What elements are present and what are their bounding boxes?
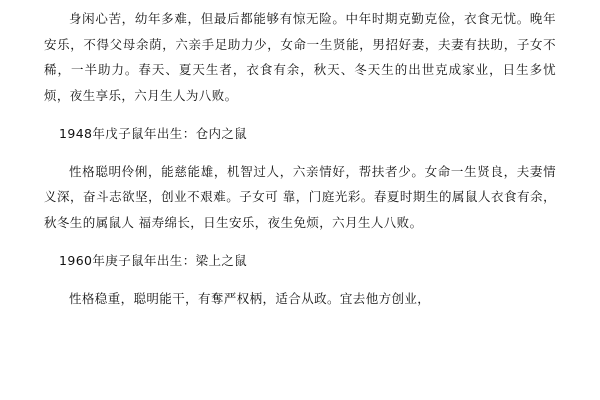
paragraph-1948-body: 性格聪明伶俐，能慈能雄，机智过人，六亲情好，帮扶者少。女命一生贤良，夫妻情义深，奋斗志欲坚，创业不艰难。子女可 靠，门庭光彩。春夏时期生的属鼠人衣食有余，秋冬生的属鼠人 福寿绵长，日生安乐，夜生免烦，六月生人八败。 xyxy=(44,163,556,230)
paragraph-fortune-intro: 身闲心苦，幼年多难，但最后都能够有惊无险。中年时期克勤克俭，衣食无忧。晚年安乐，不得父母余荫，六亲手足助力少，女命一生贤能，男招好妻，夫妻有扶助，子女不稀，一半助力。春天、夏天生者，衣食有余，秋天、冬天生的出世克成家业，日生多忧烦，夜生享乐，六月生人为八败。 xyxy=(44,11,556,103)
block-spacer xyxy=(44,274,556,286)
heading-1948: 1948年戊子鼠年出生：仓内之鼠 xyxy=(59,126,248,141)
document-body xyxy=(44,6,556,311)
block-spacer xyxy=(44,235,556,248)
heading-1960: 1960年庚子鼠年出生：梁上之鼠 xyxy=(59,253,248,268)
block-spacer xyxy=(44,147,556,159)
block-spacer xyxy=(44,108,556,121)
paragraph-1960-body: 性格稳重，聪明能干，有奪严权柄，适合从政。宜去他方创业， xyxy=(69,290,431,306)
